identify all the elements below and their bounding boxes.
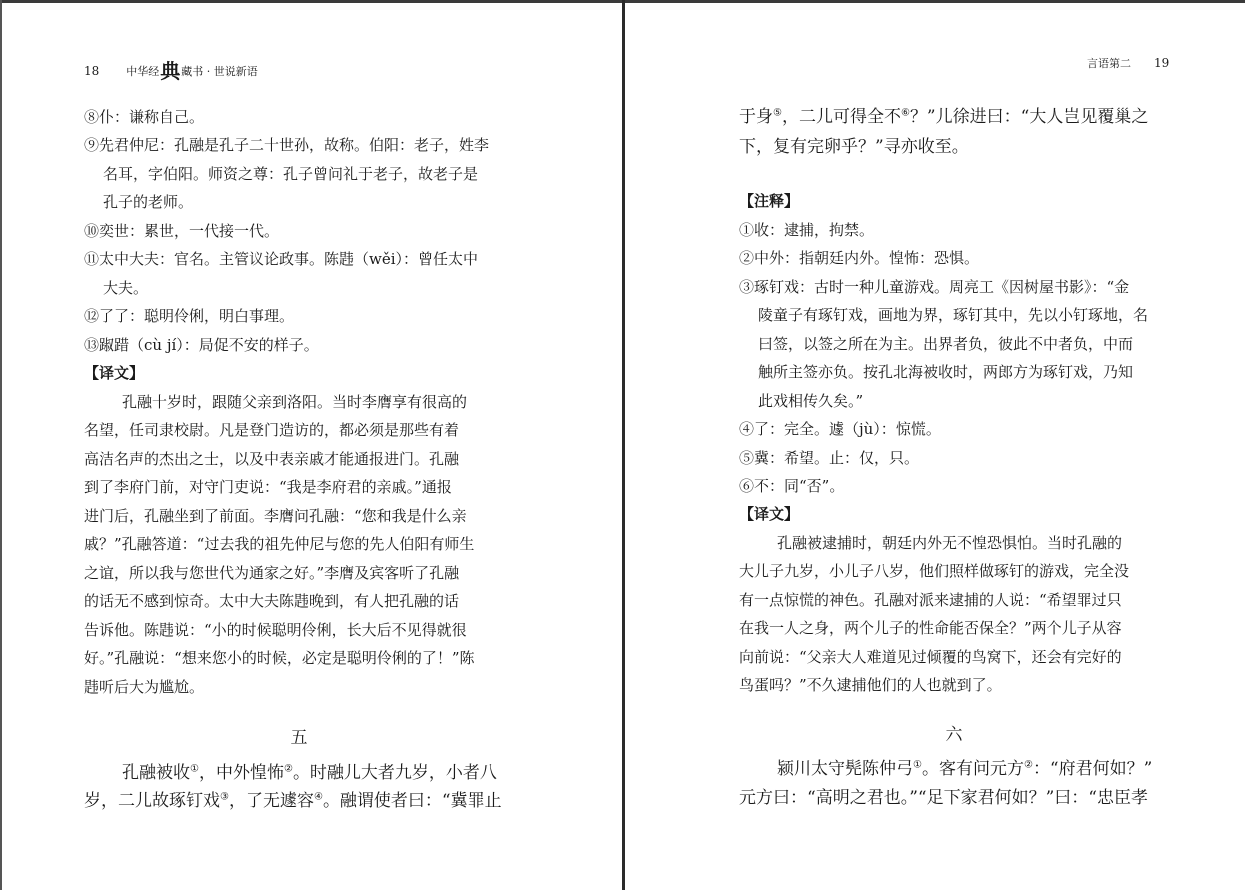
- chapter-title: 言语第二: [1087, 57, 1131, 70]
- note-line: 曰签，以签之所在为主。出界者负，彼此不中者负，中而: [758, 335, 1134, 353]
- note-line: ⑬踧踖（cù jí）：局促不安的样子。: [84, 336, 319, 354]
- translation-line: 大儿子九岁，小儿子八岁，他们照样做琢钉的游戏，完全没: [739, 562, 1130, 580]
- note-line: ⑤冀：希望。止：仅，只。: [739, 449, 920, 467]
- translation-heading: 【译文】: [84, 364, 145, 382]
- series-logo: 典: [160, 59, 181, 83]
- section-title-five: 五: [290, 728, 308, 748]
- translation-line: 戚？”孔融答道：“过去我的祖先仲尼与您的先人伯阳有师生: [84, 535, 475, 553]
- continuation-line: 下，复有完卵乎？”寻亦收至。: [739, 137, 969, 157]
- note-line: ⑫了了：聪明伶俐，明白事理。: [84, 307, 295, 325]
- translation-line: 韪听后大为尴尬。: [84, 678, 205, 696]
- note-line: ⑥不：同“否”。: [739, 477, 845, 495]
- translation-line: 进门后，孔融坐到了前面。李膺问孔融：“您和我是什么亲: [84, 507, 467, 525]
- translation-line: 之谊，所以我与您世代为通家之好。”李膺及宾客听了孔融: [84, 564, 460, 582]
- right-page-header: [1087, 55, 1169, 71]
- note-line: ⑩奕世：累世，一代接一代。: [84, 222, 280, 240]
- translation-line: 在我一人之身，两个儿子的性命能否保全？”两个儿子从容: [739, 619, 1122, 637]
- series-name-prefix: 中华经: [126, 65, 160, 78]
- translation-line: 的话无不感到惊奇。太中大夫陈韪晚到，有人把孔融的话: [84, 592, 460, 610]
- note-line: ④了：完全。遽（jù）：惊慌。: [739, 420, 941, 438]
- note-line: 触所主签亦负。按孔北海被收时，两郎方为琢钉戏，乃知: [758, 363, 1134, 381]
- series-name-suffix: 藏书 · 世说新语: [181, 65, 258, 78]
- note-line: 孔子的老师。: [103, 193, 194, 211]
- translation-line: 有一点惊慌的神色。孔融对派来逮捕的人说：“希望罪过只: [739, 591, 1122, 609]
- note-line: ⑧仆：谦称自己。: [84, 108, 205, 126]
- continuation-line: 于身⑤，二儿可得全不⑥？”儿徐进曰：“大人岂见覆巢之: [739, 107, 1149, 127]
- translation-line: 鸟蛋吗？”不久逮捕他们的人也就到了。: [739, 676, 1002, 694]
- left-page-header: [84, 55, 258, 84]
- left-page: [2, 3, 622, 890]
- section-text-line: 元方曰：“高明之君也。”“足下家君何如？”曰：“忠臣孝: [739, 788, 1148, 808]
- translation-line: 名望，任司隶校尉。凡是登门造访的，都必须是那些有着: [84, 421, 460, 439]
- notes-heading: 【注释】: [739, 192, 800, 210]
- section-text-line: 岁，二儿故琢钉戏③，了无遽容④。融谓使者曰：“冀罪止: [84, 791, 502, 811]
- translation-line: 孔融被逮捕时，朝廷内外无不惶恐惧怕。当时孔融的: [777, 534, 1123, 552]
- right-page: [625, 3, 1245, 890]
- translation-line: 高洁名声的杰出之士，以及中表亲戚才能通报进门。孔融: [84, 450, 460, 468]
- note-line: 名耳，字伯阳。师资之尊：孔子曾问礼于老子，故老子是: [103, 165, 479, 183]
- translation-line: 告诉他。陈韪说：“小的时候聪明伶俐，长大后不见得就很: [84, 621, 467, 639]
- translation-line: 好。”孔融说：“想来您小的时候，必定是聪明伶俐的了！”陈: [84, 649, 475, 667]
- translation-line: 孔融十岁时，跟随父亲到洛阳。当时李膺享有很高的: [122, 393, 468, 411]
- note-line: 大夫。: [103, 279, 149, 297]
- translation-line: 向前说：“父亲大人难道见过倾覆的鸟窝下，还会有完好的: [739, 648, 1122, 666]
- translation-heading: 【译文】: [739, 505, 800, 523]
- left-page-number: 18: [84, 64, 100, 78]
- note-line: 陵童子有琢钉戏，画地为界，琢钉其中，先以小钉琢地，名: [758, 306, 1149, 324]
- translation-line: 到了李府门前，对守门吏说：“我是李府君的亲戚。”通报: [84, 478, 452, 496]
- note-line: ②中外：指朝廷内外。惶怖：恐惧。: [739, 249, 980, 267]
- section-title-six: 六: [945, 725, 963, 745]
- section-text-line: 孔融被收①，中外惶怖②。时融儿大者九岁，小者八: [122, 763, 497, 783]
- right-page-number: 19: [1154, 56, 1170, 70]
- section-text-line: 颍川太守髡陈仲弓①。客有问元方②：“府君何如？”: [777, 759, 1153, 779]
- note-line: 此戏相传久矣。”: [758, 392, 864, 410]
- note-line: ⑨先君仲尼：孔融是孔子二十世孙，故称。伯阳：老子，姓李: [84, 136, 490, 154]
- note-line: ⑪太中大夫：官名。主管议论政事。陈韪（wěi）：曾任太中: [84, 250, 479, 268]
- note-line: ③琢钉戏：古时一种儿童游戏。周亮工《因树屋书影》：“金: [739, 278, 1130, 296]
- note-line: ①收：逮捕，拘禁。: [739, 221, 875, 239]
